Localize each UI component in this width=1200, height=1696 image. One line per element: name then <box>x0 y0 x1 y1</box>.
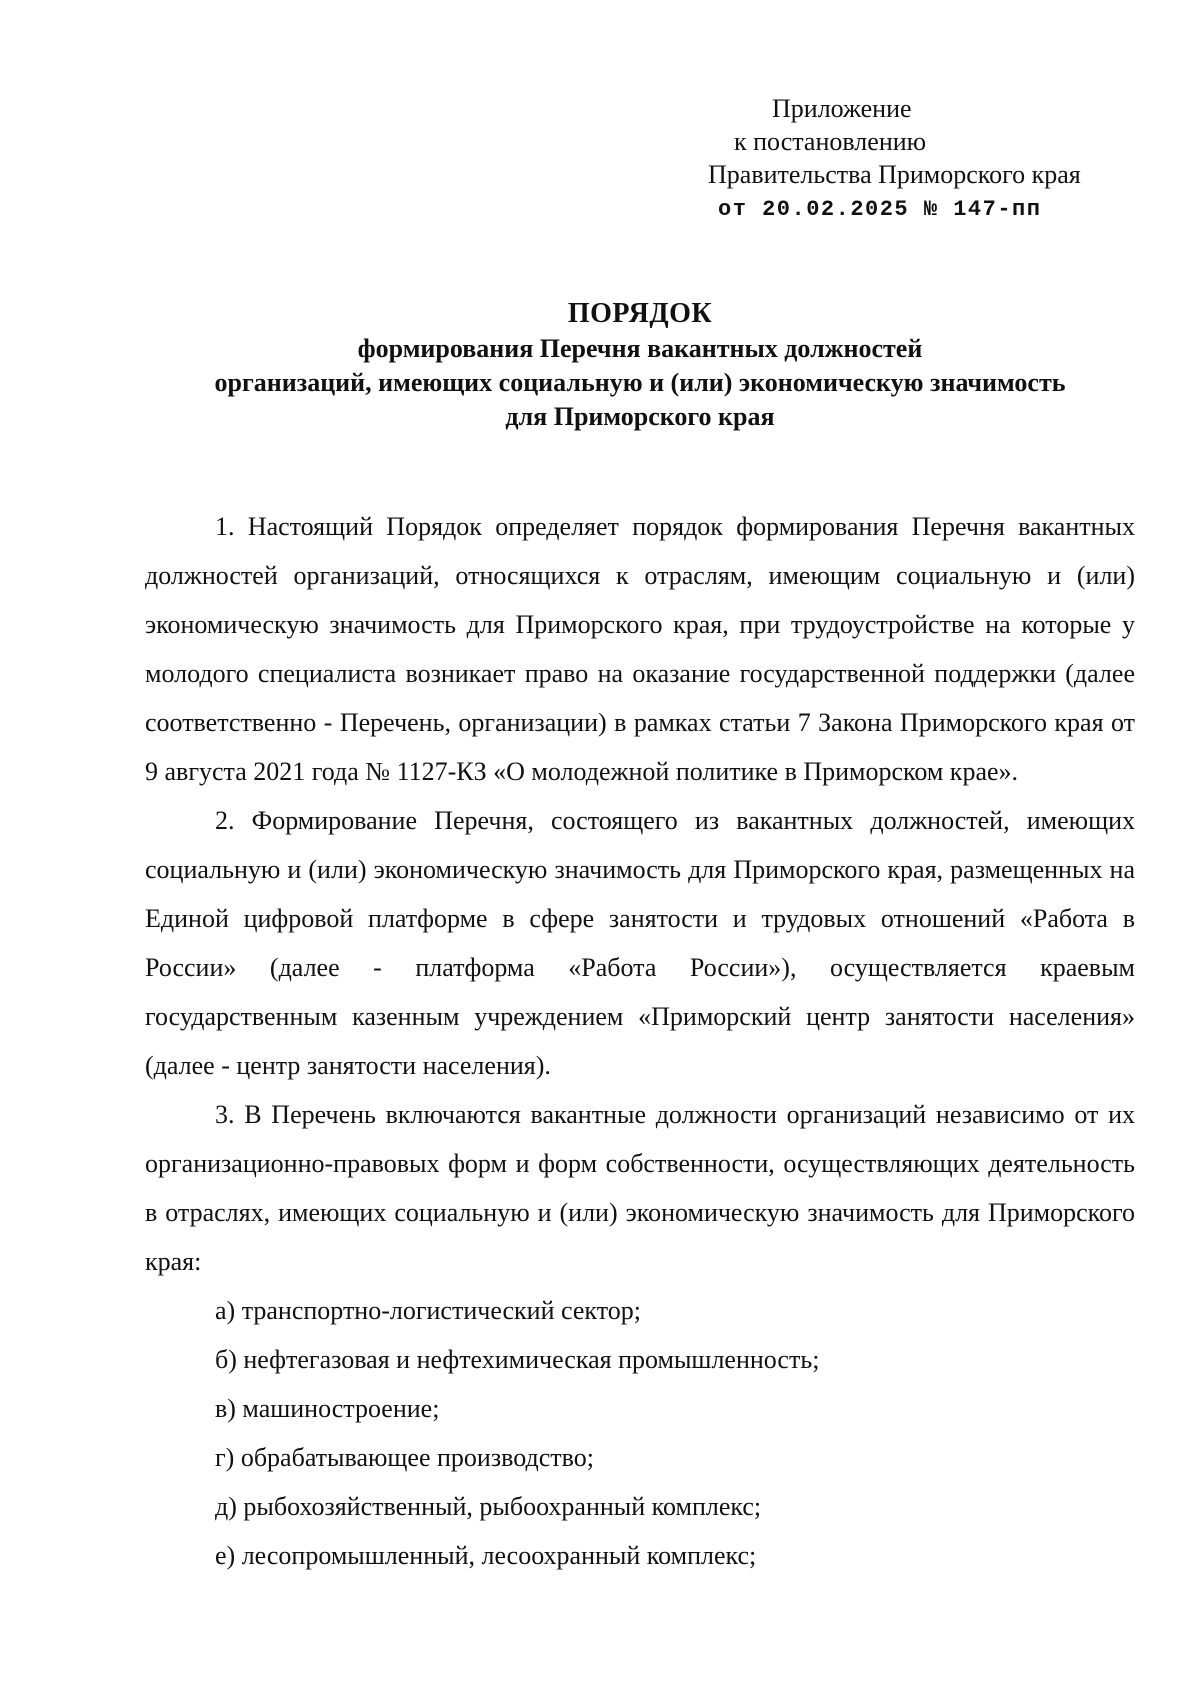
title-line-4: для Приморского края <box>505 402 775 431</box>
document-title <box>145 296 1135 434</box>
paragraph-3: 3. В Перечень включаются вакантные должности организаций независимо от их организационно-правовых форм и форм собственности, осуществляющих деятельность в отраслях, имеющих социальную и (или) экономическую значимость для Приморского края: <box>145 1100 1135 1276</box>
paragraph-2: 2. Формирование Перечня, состоящего из вакантных должностей, имеющих социальную и (или) экономическую значимость для Приморского края, размещенных на Единой цифровой платформе в сфере занятости и трудовых отношений «Работа в России» (далее - платформа «Работа России»), осуществляется краевым государственным казенным учреждением «Приморский центр занятости населения» (далее - центр занятости населения). <box>145 806 1135 1080</box>
annex-authority: Правительства Приморского края <box>708 160 1081 189</box>
title-main: ПОРЯДОК <box>567 298 713 329</box>
annex-block <box>640 92 1140 226</box>
list-item-e: д) рыбохозяйственный, рыбоохранный комплекс; <box>215 1492 762 1521</box>
title-line-2: формирования Перечня вакантных должностей <box>357 334 923 363</box>
annex-title: Приложение <box>772 94 912 123</box>
list-item-b: б) нефтегазовая и нефтехимическая промышленность; <box>215 1345 820 1374</box>
title-line-3: организаций, имеющих социальную и (или) экономическую значимость <box>214 368 1066 397</box>
list-item-f: е) лесопромышленный, лесоохранный комплекс; <box>215 1541 757 1570</box>
document-body <box>145 502 1135 1580</box>
list-item-a: а) транспортно-логистический сектор; <box>215 1296 641 1325</box>
annex-date-number: от 20.02.2025 № 147-пп <box>718 197 1042 222</box>
list-item-c: в) машиностроение; <box>215 1394 440 1423</box>
list-item-d: г) обрабатывающее производство; <box>215 1443 594 1472</box>
paragraph-1: 1. Настоящий Порядок определяет порядок формирования Перечня вакантных должностей организаций, относящихся к отраслям, имеющим социальную и (или) экономическую значимость для Приморского края, при трудоустройстве на которые у молодого специалиста возникает право на оказание государственной поддержки (далее соответственно - Перечень, организации) в рамках статьи 7 Закона Приморского края от 9 августа 2021 года № 1127-КЗ «О молодежной политике в Приморском крае». <box>145 512 1135 786</box>
annex-reference: к постановлению <box>734 127 927 156</box>
